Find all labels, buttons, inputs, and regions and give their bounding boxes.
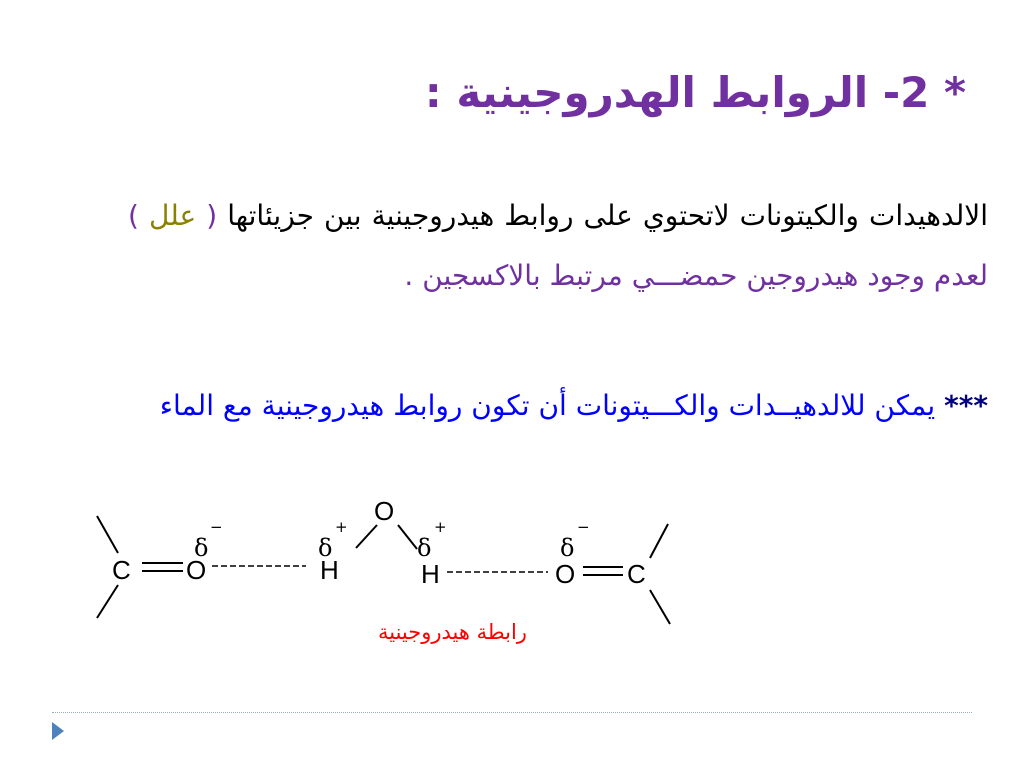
water-bond-right [398,525,417,549]
reason-label: علل [148,199,197,232]
right-charge: − [577,518,590,536]
water-left-delta: δ [318,534,333,562]
right-bond-up [650,524,668,558]
right-delta: δ [560,534,575,562]
left-bond-down [97,585,118,618]
footer-divider [52,712,972,713]
next-slide-arrow-icon[interactable] [52,722,64,740]
paragraph1-text: الالدهيدات والكيتونات لاتحتوي على روابط هيدروجينية بين جزيئاتها [217,199,989,232]
water-hydrogen-left: H [320,555,339,585]
left-bond-up [97,516,118,553]
right-oxygen-atom: O [555,559,576,589]
water-oxygen-atom: O [374,496,395,526]
left-oxygen-atom: O [186,555,207,585]
water-hydrogen-right: H [421,559,440,589]
left-delta: δ [194,534,209,562]
water-right-delta: δ [417,534,432,562]
stars-marker: *** [944,389,988,422]
paren-open: ( [196,199,218,232]
slide-title: * 2- الروابط الهدروجينية : [424,68,966,117]
left-carbon-atom: C [112,555,131,585]
reason-text: لعدم وجود هيدروجين حمضـــي مرتبط بالاكسجين . [404,259,988,292]
paragraph2-text: يمكن للالدهيــدات والكـــيتونات أن تكون روابط هيدروجينية مع الماء [159,389,945,422]
left-charge: − [210,518,223,536]
water-left-charge: + [335,518,348,536]
right-bond-down [650,590,670,624]
paren-close: ) [128,199,149,232]
right-carbon-atom: C [627,559,646,589]
water-right-charge: + [434,518,447,536]
water-bond-left [356,525,377,548]
hydrogen-bond-caption: رابطة هيدروجينية [378,620,527,644]
